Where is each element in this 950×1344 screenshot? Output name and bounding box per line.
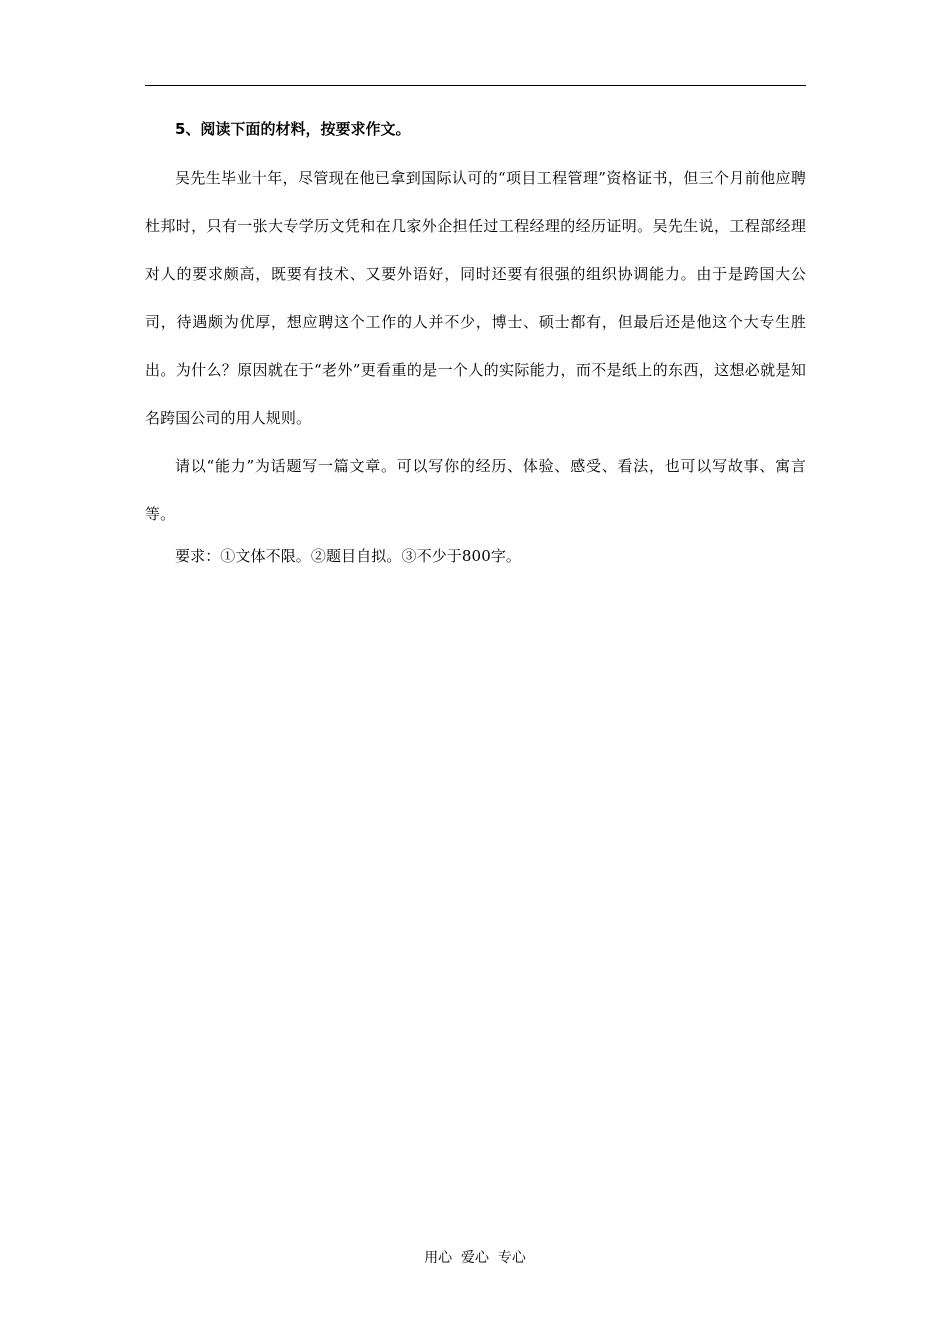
- prompt-paragraph: 请以“能力”为话题写一篇文章。可以写你的经历、体验、感受、看法，也可以写故事、寓言等。: [145, 457, 806, 523]
- question-heading: 5、阅读下面的材料，按要求作文。: [175, 120, 411, 138]
- header-rule: [145, 85, 806, 86]
- material-paragraph: 吴先生毕业十年，尽管现在他已拿到国际认可的“项目工程管理”资格证书，但三个月前他应聘杜邦时，只有一张大专学历文凭和在几家外企担任过工程经理的经历证明。吴先生说，工程部经理对人的要求颇高，既要有技术、又要外语好，同时还要有很强的组织协调能力。由于是跨国大公司，待遇颇为优厚，想应聘这个工作的人并不少，博士、硕士都有，但最后还是他这个大专生胜出。为什么？原因就在于“老外”更看重的是一个人的实际能力，而不是纸上的东西，这想必就是知名跨国公司的用人规则。: [145, 169, 806, 427]
- requirements-paragraph: 要求：①文体不限。②题目自拟。③不少于800字。: [175, 547, 522, 565]
- essay-question: [145, 119, 806, 580]
- page-footer: 用心 爱心 专心: [424, 1250, 526, 1266]
